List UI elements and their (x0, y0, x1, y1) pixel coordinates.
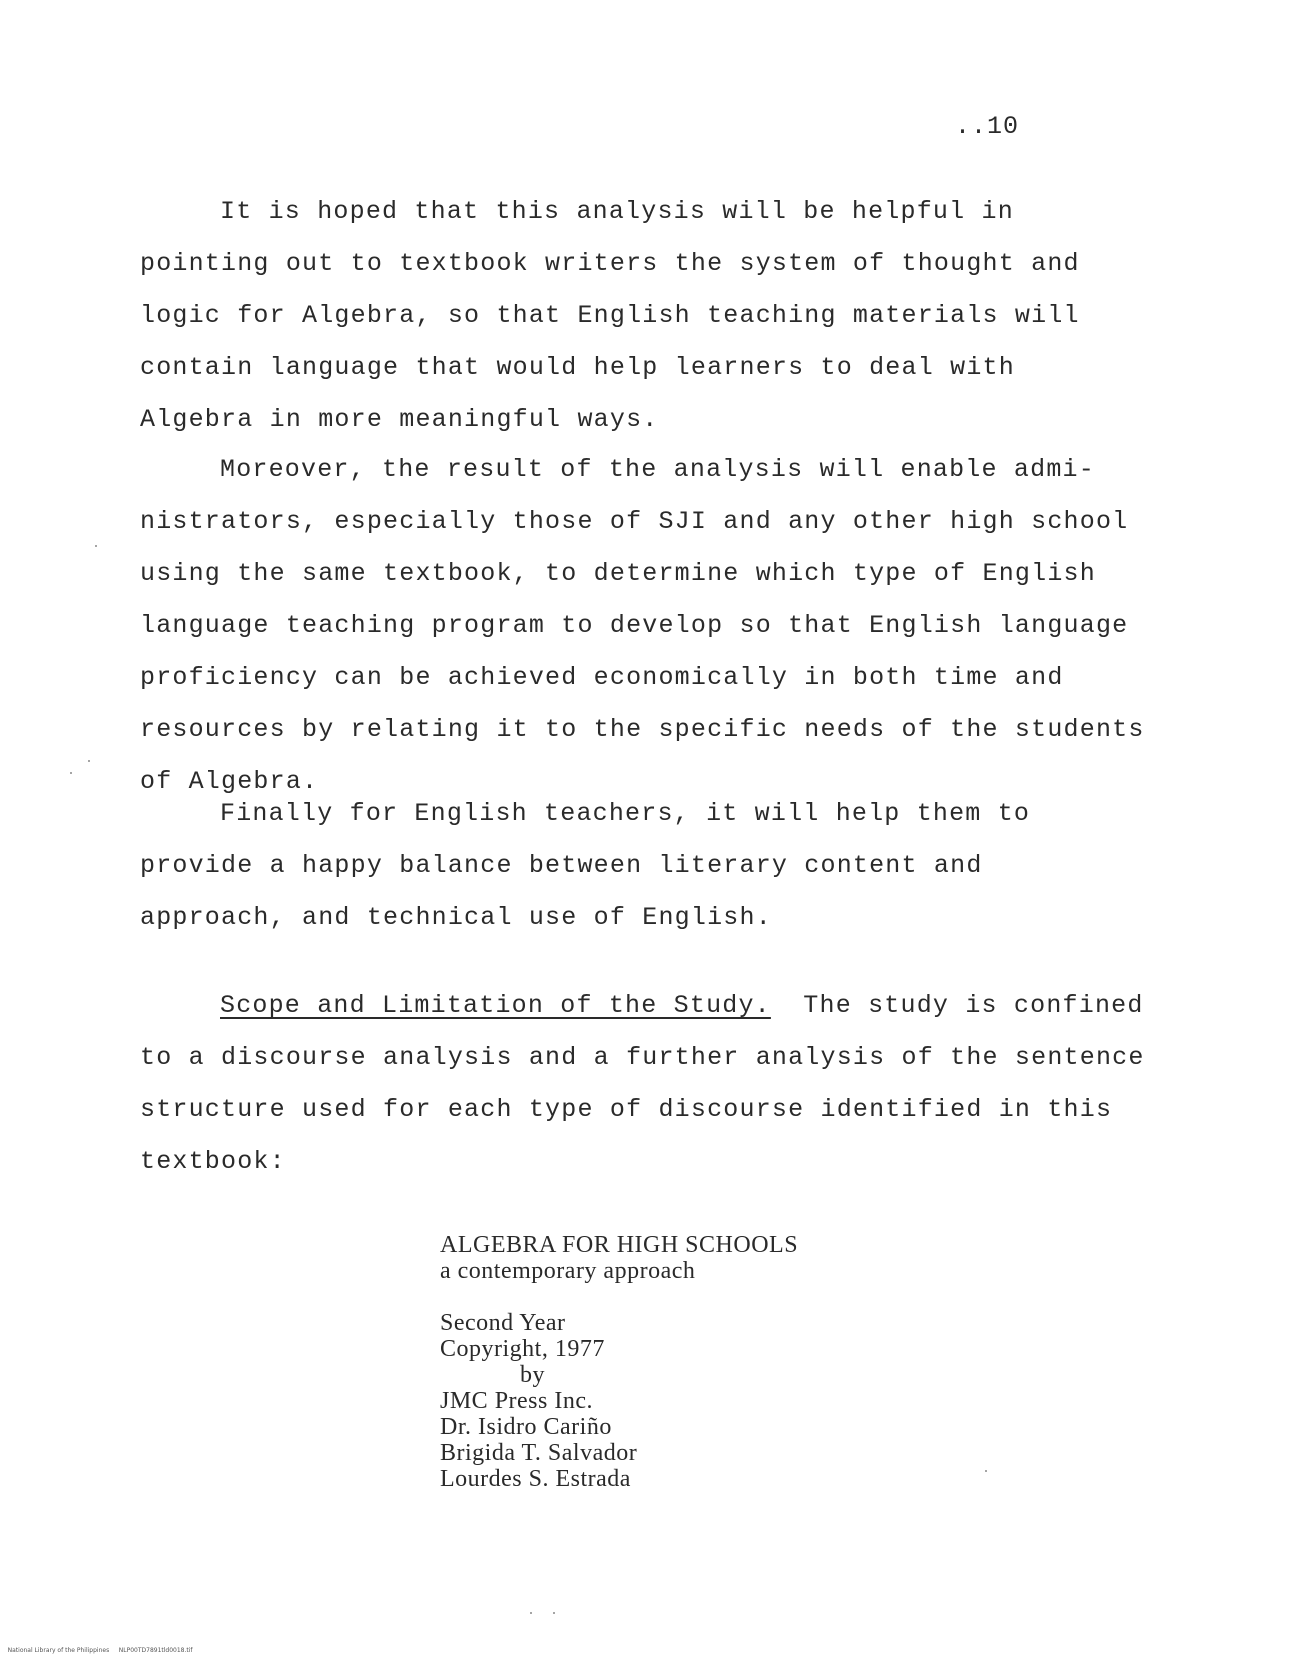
paragraph-line: of Algebra. (140, 767, 319, 796)
paragraph-line: nistrators, especially those of SJI and any other high school (140, 507, 1129, 536)
paragraph-line: logic for Algebra, so that English teaching materials will (140, 301, 1080, 330)
paragraph-line: Moreover, the result of the analysis will enable admi- (220, 455, 1095, 484)
section-heading: Scope and Limitation of the Study. (220, 991, 771, 1020)
paragraph-line: resources by relating it to the specific needs of the students (140, 715, 1145, 744)
paragraph-line: structure used for each type of discourse identified in this (140, 1095, 1113, 1124)
scan-speck (95, 545, 97, 547)
scope-first-line-rest: The study is confined (770, 991, 1144, 1020)
paragraph-purpose-textbook-writers (140, 186, 1170, 446)
paragraph-line: to a discourse analysis and a further analysis of the sentence (140, 1043, 1145, 1072)
book-author: Brigida T. Salvador (440, 1440, 638, 1466)
book-year-level: Second Year (440, 1310, 566, 1336)
paragraph-english-teachers (140, 788, 1170, 944)
paragraph-line: language teaching program to develop so that English language (140, 611, 1129, 640)
paragraph-line: textbook: (140, 1147, 286, 1176)
book-publisher: JMC Press Inc. (440, 1388, 594, 1414)
paragraph-line: approach, and technical use of English. (140, 903, 772, 932)
scan-speck (88, 760, 90, 762)
page-number: ..10 (955, 112, 1020, 141)
book-title: ALGEBRA FOR HIGH SCHOOLS (440, 1232, 799, 1258)
paragraph-line: contain language that would help learners to deal with (140, 353, 1015, 382)
scan-speck (70, 772, 72, 774)
paragraph-line: It is hoped that this analysis will be helpful in (220, 197, 1014, 226)
book-author: Dr. Isidro Cariño (440, 1414, 612, 1440)
paragraph-administrators (140, 444, 1170, 808)
scan-speck (985, 1470, 987, 1472)
footer-file: NLP00TD7891tld0018.tif (118, 1647, 193, 1654)
paragraph-scope-limitation (140, 980, 1170, 1188)
book-author: Lourdes S. Estrada (440, 1466, 631, 1492)
paragraph-line: Algebra in more meaningful ways. (140, 405, 659, 434)
scan-speck (530, 1612, 532, 1614)
paragraph-line: pointing out to textbook writers the system of thought and (140, 249, 1080, 278)
scope-first-line (140, 980, 1170, 1032)
book-title-block (440, 1232, 798, 1284)
book-subtitle: a contemporary approach (440, 1258, 696, 1284)
paragraph-line: using the same textbook, to determine which type of English (140, 559, 1096, 588)
paragraph-line: provide a happy balance between literary content and (140, 851, 983, 880)
book-info-block (440, 1310, 637, 1492)
paragraph-line: proficiency can be achieved economically in both time and (140, 663, 1064, 692)
book-by: by (520, 1362, 545, 1388)
scan-speck (553, 1612, 555, 1614)
footer-library: National Library of the Philippines (7, 1647, 110, 1654)
book-copyright: Copyright, 1977 (440, 1336, 605, 1362)
paragraph-line: Finally for English teachers, it will help them to (220, 799, 1031, 828)
